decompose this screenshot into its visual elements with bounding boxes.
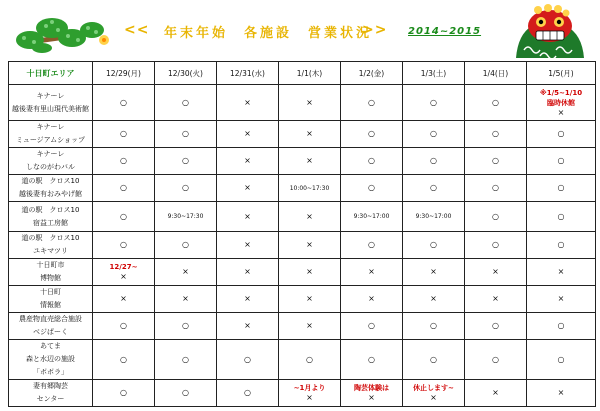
status-cell — [527, 148, 596, 175]
status-cell — [217, 380, 279, 407]
status-mark: ○ — [244, 388, 251, 397]
status-mark: ○ — [430, 354, 437, 364]
status-mark: ○ — [182, 183, 189, 192]
facility-name-line: 越後妻有里山現代美術館 — [12, 104, 89, 113]
status-cell — [217, 259, 279, 286]
status-cell — [93, 148, 155, 175]
table-row — [9, 121, 596, 148]
status-cell — [465, 148, 527, 175]
status-cell — [279, 340, 341, 380]
status-cell — [341, 259, 403, 286]
date-header: 1/2(金) — [341, 62, 403, 85]
status-cell — [155, 85, 217, 121]
status-mark: ○ — [368, 129, 375, 138]
status-cell — [279, 148, 341, 175]
facility-name-line: ベジぱーく — [33, 328, 68, 336]
facility-name — [9, 259, 93, 286]
status-mark: × — [492, 294, 499, 303]
status-cell — [279, 380, 341, 407]
status-mark: ○ — [430, 321, 437, 330]
status-cell — [341, 313, 403, 340]
status-mark: × — [244, 240, 251, 249]
status-cell — [465, 313, 527, 340]
status-mark: × — [557, 107, 565, 117]
date-header: 1/3(土) — [403, 62, 465, 85]
status-mark: ○ — [492, 156, 499, 165]
facility-name — [9, 121, 93, 148]
page-title: 年末年始 各施設 営業状況 — [164, 26, 373, 41]
status-mark: × — [182, 267, 189, 276]
facility-name-line: キナーレ — [36, 123, 65, 131]
facility-name-line: 情報館 — [40, 301, 61, 309]
status-cell — [403, 380, 465, 407]
status-mark: ○ — [182, 129, 189, 138]
date-header: 12/29(月) — [93, 62, 155, 85]
closure-note: 陶芸体験は — [354, 384, 389, 392]
facility-name-line: あてま — [40, 342, 61, 350]
status-cell — [155, 340, 217, 380]
facility-name-line: 道の駅 クロス10 — [21, 177, 80, 185]
date-header: 12/30(火) — [155, 62, 217, 85]
status-mark: ○ — [557, 211, 565, 221]
facility-name-line: 宿益工房館 — [33, 218, 68, 227]
facility-name-line: 森と水辺の施設 — [26, 355, 75, 363]
status-cell — [93, 313, 155, 340]
status-mark: ○ — [182, 240, 189, 249]
status-cell — [93, 286, 155, 313]
status-cell — [465, 232, 527, 259]
status-cell — [341, 286, 403, 313]
status-mark: ○ — [492, 211, 499, 221]
status-mark: ○ — [182, 97, 189, 107]
date-header: 1/5(月) — [527, 62, 596, 85]
status-cell — [217, 232, 279, 259]
status-mark: ○ — [120, 211, 127, 221]
facility-status-table — [8, 61, 596, 407]
status-cell — [341, 148, 403, 175]
status-cell — [527, 121, 596, 148]
status-cell — [527, 340, 596, 380]
table-row — [9, 232, 596, 259]
status-mark: × — [430, 267, 437, 276]
facility-name-line: 「ボボラ」 — [33, 368, 68, 376]
table-row — [9, 85, 596, 121]
status-cell — [341, 121, 403, 148]
status-cell — [217, 340, 279, 380]
status-cell — [93, 175, 155, 202]
status-mark: ○ — [368, 321, 375, 330]
status-cell — [527, 202, 596, 232]
status-mark: × — [430, 294, 437, 303]
table-row — [9, 380, 596, 407]
title-arrow-left: << — [124, 22, 150, 38]
status-cell — [341, 202, 403, 232]
status-cell — [403, 232, 465, 259]
area-label: 十日町エリア — [9, 62, 93, 85]
status-cell — [465, 85, 527, 121]
closure-note: 12/27~ — [109, 263, 138, 271]
status-cell — [217, 85, 279, 121]
status-mark: ○ — [557, 156, 565, 165]
status-mark: ○ — [557, 183, 565, 192]
facility-name-line: 十日町 — [40, 288, 61, 296]
status-mark: ○ — [492, 183, 499, 192]
status-mark: ○ — [430, 97, 437, 107]
status-cell — [155, 202, 217, 232]
status-mark: × — [557, 294, 565, 303]
status-mark: ○ — [244, 354, 251, 364]
facility-name — [9, 286, 93, 313]
status-cell — [279, 313, 341, 340]
status-mark: ○ — [182, 321, 189, 330]
status-mark: ○ — [182, 156, 189, 165]
status-mark: × — [244, 294, 251, 303]
facility-name-line: ユキマツリ — [33, 247, 68, 255]
table-row — [9, 175, 596, 202]
status-cell — [403, 85, 465, 121]
status-mark: ○ — [182, 354, 189, 364]
status-mark: × — [430, 393, 437, 402]
date-header: 1/4(日) — [465, 62, 527, 85]
facility-name-line: キナーレ — [36, 91, 65, 100]
status-mark: × — [306, 211, 313, 221]
status-mark: × — [306, 97, 313, 107]
status-cell — [465, 175, 527, 202]
status-mark: ○ — [120, 321, 127, 330]
status-cell — [217, 202, 279, 232]
status-cell — [217, 313, 279, 340]
facility-name-line: キナーレ — [36, 150, 65, 158]
status-mark: × — [368, 294, 375, 303]
status-cell — [279, 175, 341, 202]
title-arrow-right: >> — [362, 22, 388, 38]
status-cell — [155, 148, 217, 175]
page-header — [0, 0, 600, 62]
status-mark: ○ — [430, 129, 437, 138]
table-row — [9, 259, 596, 286]
facility-name — [9, 232, 93, 259]
status-cell — [403, 286, 465, 313]
status-mark: × — [306, 240, 313, 249]
status-mark: × — [120, 294, 127, 303]
status-mark: ○ — [120, 240, 127, 249]
facility-name-line: センター — [36, 395, 65, 403]
status-cell — [403, 148, 465, 175]
hours-note: 10:00~17:30 — [289, 184, 330, 192]
status-cell — [155, 313, 217, 340]
status-mark: × — [244, 129, 251, 138]
status-mark: × — [306, 267, 313, 276]
status-mark: ○ — [557, 354, 565, 364]
status-mark: × — [306, 129, 313, 138]
hours-note: 9:30~17:30 — [167, 213, 204, 220]
status-mark: ○ — [492, 97, 499, 107]
status-mark: ○ — [557, 129, 565, 138]
status-cell — [279, 121, 341, 148]
status-cell — [279, 259, 341, 286]
status-cell — [279, 202, 341, 232]
status-cell — [279, 85, 341, 121]
status-cell — [341, 340, 403, 380]
status-cell — [465, 286, 527, 313]
status-mark: ○ — [368, 183, 375, 192]
status-mark: ○ — [492, 354, 499, 364]
status-cell — [93, 202, 155, 232]
status-cell — [155, 380, 217, 407]
facility-name-line: ミュージアムショップ — [15, 136, 86, 144]
closure-note: 休止します~ — [413, 384, 454, 392]
status-cell — [217, 121, 279, 148]
status-cell — [403, 313, 465, 340]
status-mark: × — [306, 321, 313, 330]
status-mark: ○ — [430, 183, 437, 192]
table-header-row — [9, 62, 596, 85]
status-cell — [93, 232, 155, 259]
status-cell — [93, 121, 155, 148]
status-mark: ○ — [368, 97, 375, 107]
status-cell — [403, 175, 465, 202]
status-mark: ○ — [492, 240, 499, 249]
year-range: 2014~2015 — [408, 26, 482, 37]
status-cell — [279, 286, 341, 313]
status-cell — [217, 286, 279, 313]
status-cell — [155, 121, 217, 148]
status-mark: × — [120, 272, 127, 281]
status-mark: × — [182, 294, 189, 303]
status-mark: × — [306, 393, 313, 402]
facility-name — [9, 313, 93, 340]
facility-name-line: 越後妻有おみやげ館 — [19, 190, 82, 198]
status-mark: ○ — [430, 240, 437, 249]
status-mark: ○ — [557, 240, 565, 249]
status-mark: ○ — [120, 129, 127, 138]
closure-note: 臨時休館 — [547, 98, 575, 107]
facility-name — [9, 202, 93, 232]
status-mark: ○ — [368, 240, 375, 249]
facility-name — [9, 340, 93, 380]
status-cell — [155, 259, 217, 286]
facility-name — [9, 148, 93, 175]
status-cell — [527, 380, 596, 407]
status-mark: × — [306, 294, 313, 303]
status-mark: × — [492, 388, 499, 397]
status-mark: ○ — [120, 354, 127, 364]
status-mark: ○ — [306, 354, 313, 364]
status-cell — [465, 259, 527, 286]
status-mark: ○ — [368, 354, 375, 364]
facility-name-line: 十日町市 — [36, 261, 65, 269]
facility-name-line: 妻有郷陶芸 — [33, 382, 68, 390]
status-cell — [279, 232, 341, 259]
table-row — [9, 148, 596, 175]
status-cell — [465, 380, 527, 407]
hours-note: 9:30~17:00 — [353, 213, 390, 220]
hours-note: 9:30~17:00 — [415, 213, 452, 220]
status-cell — [217, 175, 279, 202]
status-mark: ○ — [557, 321, 565, 330]
status-cell — [155, 286, 217, 313]
facility-name — [9, 85, 93, 121]
date-header: 1/1(木) — [279, 62, 341, 85]
lion-dance-mask-icon — [510, 4, 588, 60]
closure-note: ※1/5~1/10 — [539, 88, 583, 97]
status-mark: × — [244, 97, 251, 107]
facility-name-line: 道の駅 クロス10 — [21, 234, 80, 242]
status-cell — [217, 148, 279, 175]
table-row — [9, 286, 596, 313]
status-mark: ○ — [120, 388, 127, 397]
status-cell — [527, 313, 596, 340]
status-cell — [465, 202, 527, 232]
status-mark: × — [244, 321, 251, 330]
status-cell — [527, 286, 596, 313]
status-mark: × — [244, 267, 251, 276]
status-cell — [341, 232, 403, 259]
status-mark: × — [244, 183, 251, 192]
date-header: 12/31(水) — [217, 62, 279, 85]
status-cell — [403, 259, 465, 286]
status-mark: ○ — [120, 156, 127, 165]
status-mark: ○ — [120, 97, 127, 107]
status-cell — [155, 175, 217, 202]
status-mark: × — [557, 388, 565, 397]
status-cell — [341, 85, 403, 121]
facility-name-line: 農産物直売総合施設 — [19, 315, 82, 323]
table-row — [9, 340, 596, 380]
status-cell — [527, 85, 596, 121]
status-cell — [403, 202, 465, 232]
facility-name-line: 道の駅 クロス10 — [21, 205, 80, 214]
status-mark: × — [244, 211, 251, 221]
status-mark: ○ — [368, 156, 375, 165]
status-cell — [527, 259, 596, 286]
facility-name — [9, 380, 93, 407]
status-cell — [403, 340, 465, 380]
status-mark: ○ — [120, 183, 127, 192]
status-cell — [93, 340, 155, 380]
facility-name-line: 博物館 — [40, 274, 61, 282]
status-cell — [403, 121, 465, 148]
status-mark: × — [492, 267, 499, 276]
closure-note: ~1月より — [293, 384, 326, 392]
status-mark: ○ — [182, 388, 189, 397]
facility-name — [9, 175, 93, 202]
status-mark: × — [244, 156, 251, 165]
status-mark: ○ — [492, 129, 499, 138]
pine-decoration-icon — [12, 10, 116, 54]
table-row — [9, 202, 596, 232]
status-cell — [527, 175, 596, 202]
status-mark: × — [557, 267, 565, 276]
status-cell — [465, 340, 527, 380]
status-cell — [341, 380, 403, 407]
status-cell — [465, 121, 527, 148]
status-mark: × — [306, 156, 313, 165]
status-cell — [93, 259, 155, 286]
status-cell — [341, 175, 403, 202]
status-mark: × — [368, 393, 375, 402]
table-row — [9, 313, 596, 340]
status-cell — [93, 380, 155, 407]
status-cell — [93, 85, 155, 121]
status-cell — [155, 232, 217, 259]
status-mark: ○ — [492, 321, 499, 330]
status-mark: ○ — [430, 156, 437, 165]
status-mark: × — [368, 267, 375, 276]
status-cell — [527, 232, 596, 259]
facility-name-line: しなのがわバル — [26, 163, 75, 171]
